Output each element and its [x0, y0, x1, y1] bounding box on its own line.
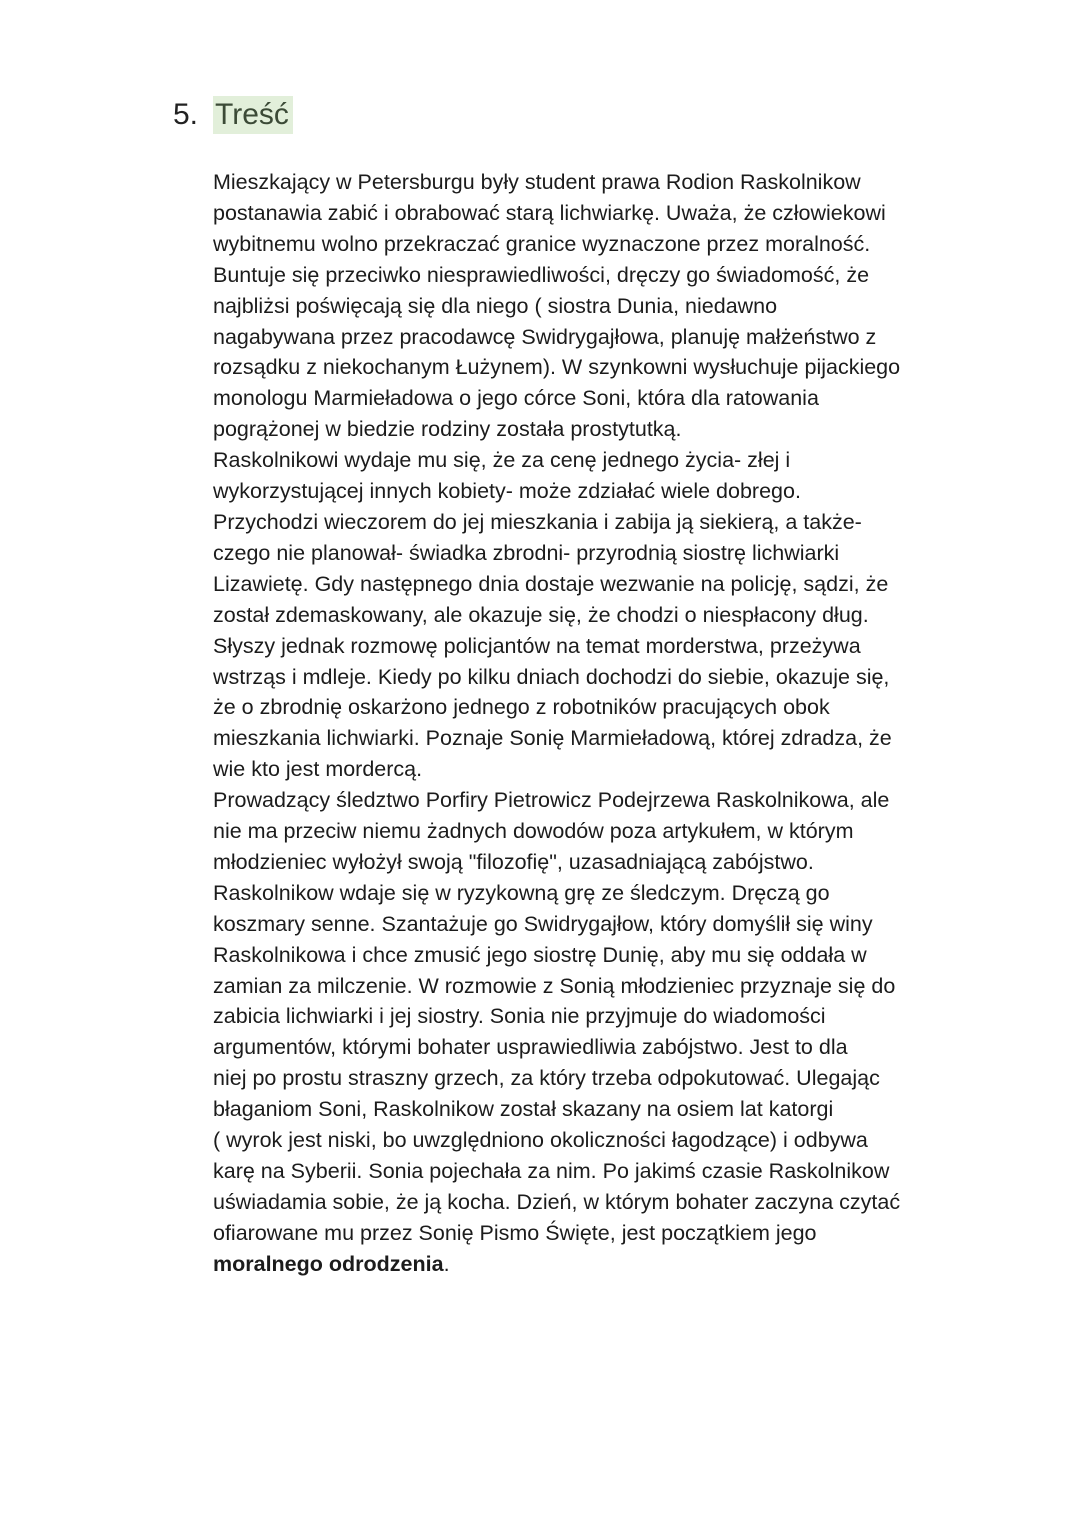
text-line: wstrząs i mdleje. Kiedy po kilku dniach dochodzi do siebie, okazuje się, [213, 664, 890, 689]
text-line: błaganiom Soni, Raskolnikow został skazany na osiem lat katorgi [213, 1097, 834, 1122]
text-line: czego nie planował- świadka zbrodni- przyrodnią siostrę lichwiarki [213, 540, 840, 565]
text-line: Mieszkający w Petersburgu były student prawa Rodion Raskolnikow [213, 170, 861, 194]
text-line: niej po prostu straszny grzech, za który trzeba odpokutować. Ulegając [213, 1066, 880, 1091]
text-line: postanawia zabić i obrabować starą lichwiarkę. Uważa, że człowiekowi [213, 200, 886, 225]
text-line: zamian za milczenie. W rozmowie z Sonią młodzieniec przyznaje się do [213, 973, 896, 998]
text-line: Raskolnikowa i chce zmusić jego siostrę Dunię, aby mu się oddała w [213, 942, 867, 967]
text-line: wykorzystującej innych kobiety- może zdziałać wiele dobrego. [213, 479, 801, 504]
text-line: wybitnemu wolno przekraczać granice wyznaczone przez moralność. [213, 231, 871, 256]
text-line: nie ma przeciw niemu żadnych dowodów poza artykułem, w którym [213, 819, 854, 844]
text-line: rozsądku z niekochanym Łużynem). W szynkowni wysłuchuje pijackiego [213, 355, 901, 380]
text-line: Prowadzący śledztwo Porfiry Pietrowicz Podejrzewa Raskolnikowa, ale [213, 788, 890, 813]
text-line: pogrążonej w biedzie rodziny została prostytutką. [213, 417, 682, 442]
text-line: Przychodzi wieczorem do jej mieszkania i zabija ją siekierą, a także- [213, 509, 862, 534]
section-title: Treść [213, 96, 293, 134]
text-line: ( wyrok jest niski, bo uwzględniono okoliczności łagodzące) i odbywa [213, 1128, 868, 1153]
body-paragraph [213, 167, 973, 1280]
text-line: Lizawietę. Gdy następnego dnia dostaje wezwanie na policję, sądzi, że [213, 571, 889, 596]
text-line: młodzieniec wyłożył swoją "filozofię", uzasadniającą zabójstwo. [213, 849, 814, 874]
text-line: ofiarowane mu przez Sonię Pismo Święte, jest początkiem jego [213, 1220, 817, 1245]
bold-phrase: moralnego odrodzenia [213, 1251, 444, 1276]
text-line: nagabywana przez pracodawcę Swidrygajłowa, planuję małżeństwo z [213, 324, 877, 349]
text-line: Raskolnikowi wydaje mu się, że za cenę jednego życia- złej i [213, 448, 791, 473]
text-line: Słyszy jednak rozmowę policjantów na temat morderstwa, przeżywa [213, 633, 861, 658]
text-line: wie kto jest mordercą. [213, 757, 423, 782]
text-line: został zdemaskowany, ale okazuje się, że chodzi o niespłacony dług. [213, 602, 869, 627]
text-line: karę na Syberii. Sonia pojechała za nim. Po jakimś czasie Raskolnikow [213, 1159, 890, 1183]
text-line: Buntuje się przeciwko niesprawiedliwości, dręczy go świadomość, że [213, 262, 870, 287]
section-heading [173, 96, 293, 134]
text-line: monologu Marmieładowa o jego córce Soni, która dla ratowania [213, 386, 819, 411]
text-line: że o zbrodnię oskarżono jednego z robotników pracujących obok [213, 695, 830, 720]
text-line: mieszkania lichwiarki. Poznaje Sonię Marmieładową, której zdradza, że [213, 726, 892, 751]
final-line [213, 1249, 973, 1280]
section-number: 5. [173, 98, 199, 131]
text-line: najbliżsi poświęcają się dla niego ( siostra Dunia, niedawno [213, 293, 778, 318]
text-line: koszmary senne. Szantażuje go Swidrygajłow, który domyślił się winy [213, 911, 873, 936]
text-line: uświadamia sobie, że ją kocha. Dzień, w którym bohater zaczyna czytać [213, 1189, 901, 1214]
final-punctuation: . [443, 1251, 450, 1276]
text-line: zabicia lichwiarki i jej siostry. Sonia nie przyjmuje do wiadomości [213, 1004, 826, 1029]
text-line: argumentów, którymi bohater usprawiedliwia zabójstwo. Jest to dla [213, 1035, 848, 1060]
text-line: Raskolnikow wdaje się w ryzykowną grę ze śledczym. Dręczą go [213, 880, 830, 905]
